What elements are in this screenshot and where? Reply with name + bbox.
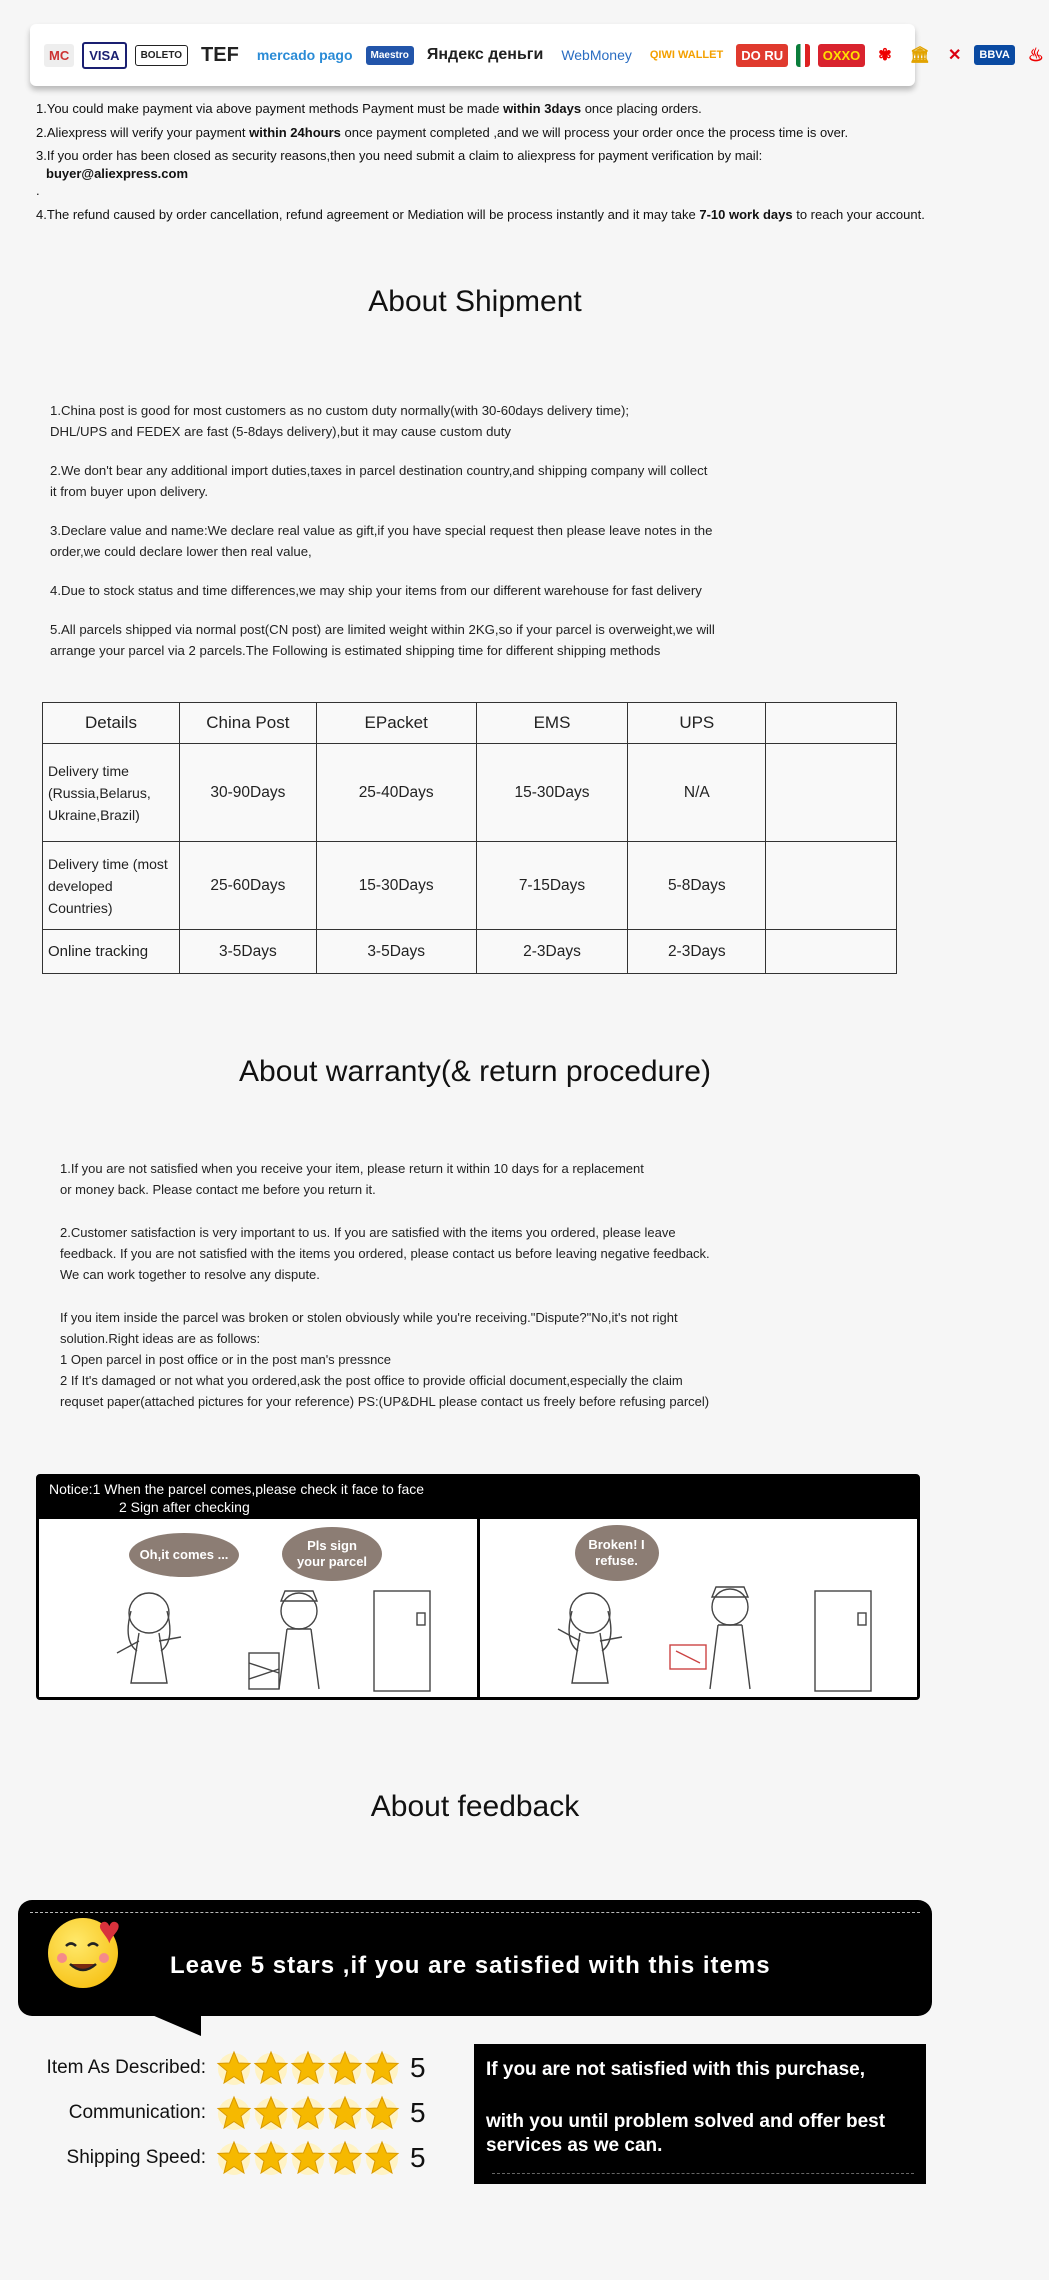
table-row xyxy=(43,842,897,930)
unsatisfied-line-1: If you are not satisfied with this purchase, xyxy=(486,2059,866,2080)
table-row-label: Delivery time (Russia,Belarus, Ukraine,Brazil) xyxy=(43,744,180,842)
table-row xyxy=(43,930,897,974)
star-icon xyxy=(216,2050,252,2086)
table-header: China Post xyxy=(179,703,316,744)
rating-label: Communication: xyxy=(68,2102,206,2123)
text-line: 4.Due to stock status and time differences,we may ship your items from our different warehouse for fast delivery xyxy=(50,583,702,598)
rating-value: 5 xyxy=(410,2052,426,2083)
santander-logo: ✾ xyxy=(878,47,892,64)
rating-value: 5 xyxy=(410,2142,426,2173)
warranty-note xyxy=(60,1222,870,1285)
shipment-note xyxy=(50,400,840,442)
santander-flame-logo: ♨ xyxy=(1027,44,1044,65)
table-cell: 5-8Days xyxy=(628,842,766,930)
shipping-table xyxy=(42,702,897,974)
maestro-logo: Maestro xyxy=(366,46,414,65)
text-line: 2 If It's damaged or not what you ordered,ask the post office to provide official document,especially the claim xyxy=(60,1373,683,1388)
warranty-note xyxy=(60,1158,870,1200)
oxxo-logo: OXXO xyxy=(818,44,866,67)
note-emphasis: within 3days xyxy=(503,101,582,116)
text-line: solution.Right ideas are as follows: xyxy=(60,1331,261,1346)
notice-panel-receive xyxy=(39,1519,477,1697)
table-header: EMS xyxy=(476,703,628,744)
note-text: once payment completed ,and we will process your order once the process time is over. xyxy=(340,124,849,140)
shipment-note xyxy=(50,460,840,502)
shipment-note xyxy=(50,580,840,601)
text-line: DHL/UPS and FEDEX are fast (5-8days delivery),but it may cause custom duty xyxy=(50,424,512,439)
star-icon xyxy=(364,2050,400,2086)
cartoon-illustration-icon xyxy=(99,1571,479,1696)
text-line: 3.Declare value and name:We declare real value as gift,if you have special request then please leave notes in the xyxy=(50,523,713,538)
warranty-title: About warranty(& return procedure) xyxy=(239,1055,711,1088)
table-cell: 30-90Days xyxy=(179,744,316,842)
bank-logo: 🏛 xyxy=(909,47,931,64)
note-text: . xyxy=(36,183,40,198)
table-header: EPacket xyxy=(316,703,476,744)
table-cell: 7-15Days xyxy=(476,842,628,930)
note-text: once placing orders. xyxy=(581,101,702,116)
note-emphasis: buyer@aliexpress.com xyxy=(46,165,189,181)
rating-label: Shipping Speed: xyxy=(66,2147,206,2168)
warranty-notes xyxy=(60,1158,870,1412)
note-emphasis: 7-10 work days xyxy=(699,206,793,222)
note-emphasis: within 24hours xyxy=(249,124,341,140)
payment-note xyxy=(36,124,926,142)
rating-row xyxy=(0,2048,470,2088)
feedback-banner-text: Leave 5 stars ,if you are satisfied with this items xyxy=(170,1952,771,1979)
notice-panel-refuse xyxy=(477,1519,918,1697)
table-cell: 25-60Days xyxy=(179,842,316,930)
text-line: arrange your parcel via 2 parcels.The Following is estimated shipping time for different shipping methods xyxy=(50,643,661,658)
star-icon xyxy=(253,2050,289,2086)
payment-logos-strip xyxy=(30,24,1044,86)
shipment-notes xyxy=(50,400,840,679)
table-row xyxy=(43,744,897,842)
table-cell xyxy=(766,930,897,974)
table-cell: 15-30Days xyxy=(316,842,476,930)
bbva-logo: BBVA xyxy=(974,45,1014,65)
note-text: 2.Aliexpress will verify your payment xyxy=(36,124,250,140)
feedback-title: About feedback xyxy=(370,1790,580,1823)
text-line: 1.China post is good for most customers as no custom duty normally(with 30-60days delivery time); xyxy=(50,403,630,418)
shipment-note xyxy=(50,520,840,562)
note-text: 1.You could make payment via above payment methods Payment must be made xyxy=(36,101,504,116)
text-line: order,we could declare lower then real value, xyxy=(50,544,312,559)
text-line: 1 Open parcel in post office or in the post man's pressnce xyxy=(60,1352,392,1367)
unsatisfied-line-2: with you until problem solved and offer best services as we can. xyxy=(486,2111,886,2156)
text-line: or money back. Please contact me before you return it. xyxy=(60,1182,376,1197)
star-icon xyxy=(290,2050,326,2086)
banner-tail xyxy=(145,2012,201,2036)
text-line: 2.We don't bear any additional import duties,taxes in parcel destination country,and shipping company will collect xyxy=(50,463,708,478)
shipment-title: About Shipment xyxy=(368,285,582,318)
qiwi-logo: QIWI WALLET xyxy=(649,49,724,61)
notice-line-1: Notice:1 When the parcel comes,please check it face to face xyxy=(49,1481,425,1497)
payment-note xyxy=(36,147,926,200)
text-line: it from buyer upon delivery. xyxy=(50,484,209,499)
text-line: If you item inside the parcel was broken or stolen obviously while you're receiving."Dispute?"No,it's not right xyxy=(60,1310,678,1325)
rating-row xyxy=(0,2138,470,2178)
tef-logo: TEF xyxy=(201,43,239,66)
rating-row xyxy=(0,2093,470,2133)
star-icon xyxy=(327,2140,363,2176)
dinero-logo: DO RU xyxy=(736,44,788,67)
mastercard-logo: MC xyxy=(44,44,74,67)
star-icon xyxy=(253,2140,289,2176)
visa-logo: VISA xyxy=(82,42,126,69)
shipment-note xyxy=(50,619,840,661)
table-cell xyxy=(766,842,897,930)
yandex-logo: Яндекс деньги xyxy=(426,46,544,63)
footer-area xyxy=(18,2212,932,2280)
rating-value: 5 xyxy=(410,2097,426,2128)
table-row-label: Delivery time (most developed Countries) xyxy=(43,842,180,930)
table-header: UPS xyxy=(628,703,766,744)
star-icon xyxy=(364,2140,400,2176)
rating-label: Item As Described: xyxy=(46,2057,206,2078)
unsatisfied-box xyxy=(474,2044,926,2184)
table-header-row xyxy=(43,703,897,744)
mercadopago-logo: mercado pago xyxy=(256,47,353,63)
note-text: 4.The refund caused by order cancellation, refund agreement or Mediation will be process instantly and it may take xyxy=(36,206,700,222)
table-row-label: Online tracking xyxy=(43,930,180,974)
warranty-note xyxy=(60,1307,870,1412)
table-cell: 3-5Days xyxy=(316,930,476,974)
note-text: to reach your account. xyxy=(792,206,925,222)
boleto-logo: BOLETO xyxy=(135,45,188,66)
mexico-flag-logo xyxy=(796,44,810,67)
star-icon xyxy=(290,2095,326,2131)
table-cell: 2-3Days xyxy=(476,930,628,974)
text-line: feedback. If you are not satisfied with the items you ordered, please contact us before leaving negative feedback. xyxy=(60,1246,710,1261)
text-line: 5.All parcels shipped via normal post(CN post) are limited weight within 2KG,so if your parcel is overweight,we will xyxy=(50,622,715,637)
table-cell xyxy=(766,744,897,842)
speech-bubble: Pls sign your parcel xyxy=(282,1527,382,1581)
text-line: requset paper(attached pictures for your reference) PS:(UP&DHL please contact us freely before refusing parcel) xyxy=(60,1394,710,1409)
star-icon xyxy=(364,2095,400,2131)
table-cell: 3-5Days xyxy=(179,930,316,974)
notice-header xyxy=(39,1477,917,1519)
table-cell: 2-3Days xyxy=(628,930,766,974)
payment-note xyxy=(36,100,926,118)
text-line: We can work together to resolve any dispute. xyxy=(60,1267,320,1282)
star-icon xyxy=(216,2140,252,2176)
star-icon xyxy=(290,2140,326,2176)
speech-bubble: Oh,it comes ... xyxy=(129,1533,239,1577)
notice-line-2: 2 Sign after checking xyxy=(119,1499,250,1515)
payment-notes xyxy=(36,100,926,229)
speech-bubble: Broken! I refuse. xyxy=(575,1525,659,1581)
payment-note xyxy=(36,206,926,224)
star-icon xyxy=(253,2095,289,2131)
star-icon xyxy=(327,2050,363,2086)
star-icon xyxy=(327,2095,363,2131)
table-cell: N/A xyxy=(628,744,766,842)
table-header: Details xyxy=(43,703,180,744)
text-line: 2.Customer satisfaction is very important to us. If you are satisfied with the items you ordered, please leave xyxy=(60,1225,676,1240)
notice-box xyxy=(36,1474,920,1700)
star-icon xyxy=(216,2095,252,2131)
table-cell: 15-30Days xyxy=(476,744,628,842)
cartoon-illustration-icon xyxy=(540,1571,920,1696)
text-line: 1.If you are not satisfied when you receive your item, please return it within 10 days for a replacement xyxy=(60,1161,644,1176)
heart-icon: ♥ xyxy=(98,1910,121,1952)
webmoney-logo: WebMoney xyxy=(561,47,632,63)
table-header xyxy=(766,703,897,744)
hsbc-logo: ✕ xyxy=(948,47,962,64)
note-text: 3.If you order has been closed as security reasons,then you need submit a claim to aliexpress for payment verification by mail: xyxy=(36,148,763,163)
table-cell: 25-40Days xyxy=(316,744,476,842)
